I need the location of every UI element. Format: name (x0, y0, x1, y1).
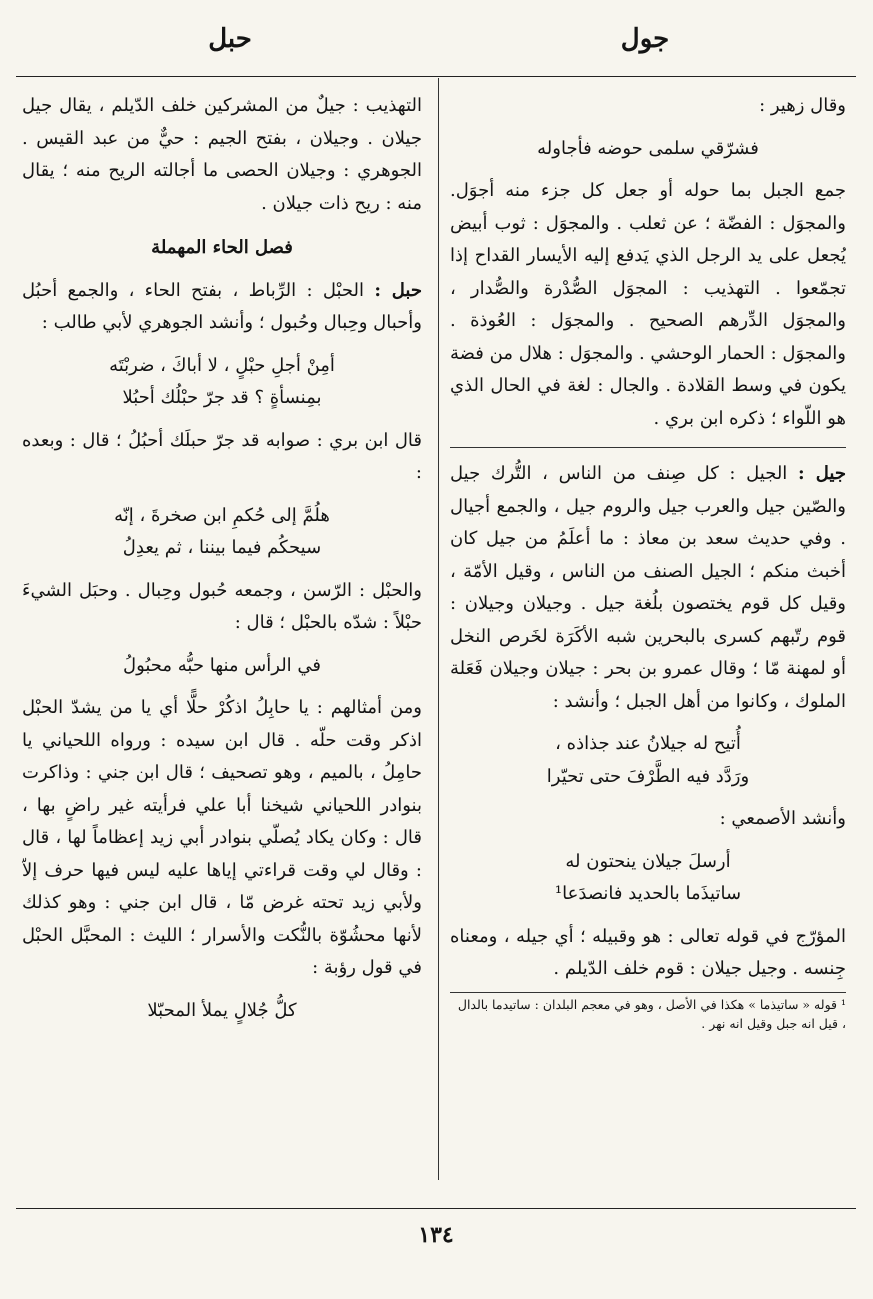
verse (22, 350, 422, 415)
entry-text: الحبْل : الرِّباط ، بفتح الحاء ، والجمع أحبُل وأحبال وحِبال وحُبول ؛ وأنشد الجوهري لأبي طالب : (22, 279, 422, 333)
entry-headword: حبل : (374, 279, 422, 301)
paragraph: ومن أمثالهم : يا حابِلُ اذكُرْ حلًّا أي يا من يشدّ الحبْل اذكر وقت حلّه . قال ابن سيده : ورواه اللحياني يا حامِلُ ، بالميم ، وهو تصحيف ؛ قال ابن جني : وذاكرت بنوادر اللحياني شيخنا أبا علي فرأيته غير راضٍ بها ، قال : وكان يكاد يُصلّي بنوادر أبي زيد إعظاماً لها ، قال : وقال لي وقت قراءتي إياها عليه ليس فيها حرف إلاّ ولأبي زيد تحته غرض مّا ، قال ابن جني : وهو كذلك لأنها محشُوّة بالنُّكت والأسرار ؛ الليث : المحبَّل الحبْل في قول رؤبة : (22, 697, 422, 978)
left-column (22, 90, 422, 1198)
page-number: ١٣٤ (418, 1222, 454, 1248)
entry-habl (22, 275, 422, 340)
verse (450, 846, 846, 911)
verse-line: بمِنسأةٍ ؟ قد جرّ حبْلُك أحبُلا (122, 387, 322, 408)
verse-line: سيحكُم فيما بيننا ، ثم يعدِلُ (122, 537, 322, 558)
paragraph: المؤرّج في قوله تعالى : هو وقبيله ؛ أي جيله ، ومعناه جِنسه . وجيل جيلان : قوم خلف الدّيلم . (450, 925, 846, 979)
top-rule (16, 76, 856, 77)
column-divider (438, 78, 439, 1180)
verse-line: ورَدَّد فيه الطَّرْفَ حتى تحيّرا (546, 765, 750, 787)
paragraph: قال ابن بري : صوابه قد جرّ حبلَك أحبُلُ ؛ قال : وبعده : (22, 429, 422, 483)
paragraph: والحبْل : الرّسن ، وجمعه حُبول وحِبال . وحبَل الشيءَ حبْلاً : شدّه بالحبْل ؛ قال : (22, 579, 422, 633)
header-right-word: جول (620, 24, 670, 54)
verse-line: هلُمَّ إلى حُكمِ ابن صخرةَ ، إنّه (114, 504, 330, 526)
verse: كلُّ جُلالٍ يملأ المحبّلا (147, 999, 297, 1021)
footnote: ¹ قوله « ساتيذما » هكذا في الأصل ، وهو في معجم البلدان : ساتيدما بالدال ، قيل انه جبل وقيل انه نهر . (450, 992, 846, 1033)
paragraph: جمع الجبل بما حوله أو جعل كل جزء منه أجوَل. والمجوَل : الفضّة ؛ عن ثعلب . والمجوَل : ثوب أبيض يُجعل على يد الرجل الذي يَدفع إليه الأيسار القداح إذا تجمّعوا . التهذيب : المجوَل الصُّدْرة والصُّدار ، والمجوَل الدِّرهم الصحيح . والمجوَل : العُوذة . والمجوَل : الحمار الوحشي . والمجوَل : هلال من فضة يكون في وسط القلادة . والجال : لغة في الحال الذي هو اللّواء ؛ ذكره ابن بري . (450, 180, 846, 429)
verse: فشرّقي سلمى حوضه فأجاوله (537, 137, 759, 159)
entry-jil (450, 458, 846, 718)
section-heading: فصل الحاء المهملة (151, 237, 293, 258)
bottom-rule (16, 1208, 856, 1209)
verse (450, 728, 846, 793)
right-column (450, 90, 846, 1178)
verse: في الرأس منها حبُّه محبُولُ (122, 654, 322, 676)
verse-line: أمِنْ أجلِ حبْلٍ ، لا أباكَ ، ضربْتَه (109, 354, 335, 376)
verse-line: ساتيذَما بالحديد فانصدَعا¹ (554, 883, 742, 904)
header-left-word: حبل (208, 24, 252, 54)
entry-text: الجيل : كل صِنف من الناس ، التُّرك جيل والصّين جيل والعرب جيل والروم جيل ، والجمع أجيال . وفي حديث سعد بن معاذ : ما أعلَمُ من جيل كان أخبث منكم ؛ الجيل الصنف من الناس ، وقيل الأمّة ، وقيل كل قوم يختصون بلُغة جيل . وجيلان وجيلان : قوم رتّبهم كسرى بالبحرين شبه الأكَرَة لخَرص النخل أو لمهنة مّا ؛ وقال عمرو بن بحر : جيلان وجيلان فَعَلة الملوك ، وكانوا من أهل الجبل ؛ وأنشد : (450, 463, 846, 712)
paragraph: وقال زهير : (759, 95, 846, 116)
paragraph: وأنشد الأصمعي : (719, 808, 846, 829)
verse (22, 500, 422, 565)
verse-line: أُتيح له جيلانُ عند جذاذه ، (555, 733, 741, 754)
entry-divider (450, 447, 846, 448)
verse-line: أرسلَ جيلان ينحتون له (565, 850, 731, 872)
entry-headword: جيل : (797, 463, 846, 484)
paragraph: التهذيب : جيلٌ من المشركين خلف الدّيلم ، يقال جيل جيلان . وجيلان ، بفتح الجيم : حيٌّ من عبد القيس . الجوهري : وجيلان الحصى ما أجالته الريح منه ؛ يقال منه : ريح ذات جيلان . (22, 95, 422, 214)
